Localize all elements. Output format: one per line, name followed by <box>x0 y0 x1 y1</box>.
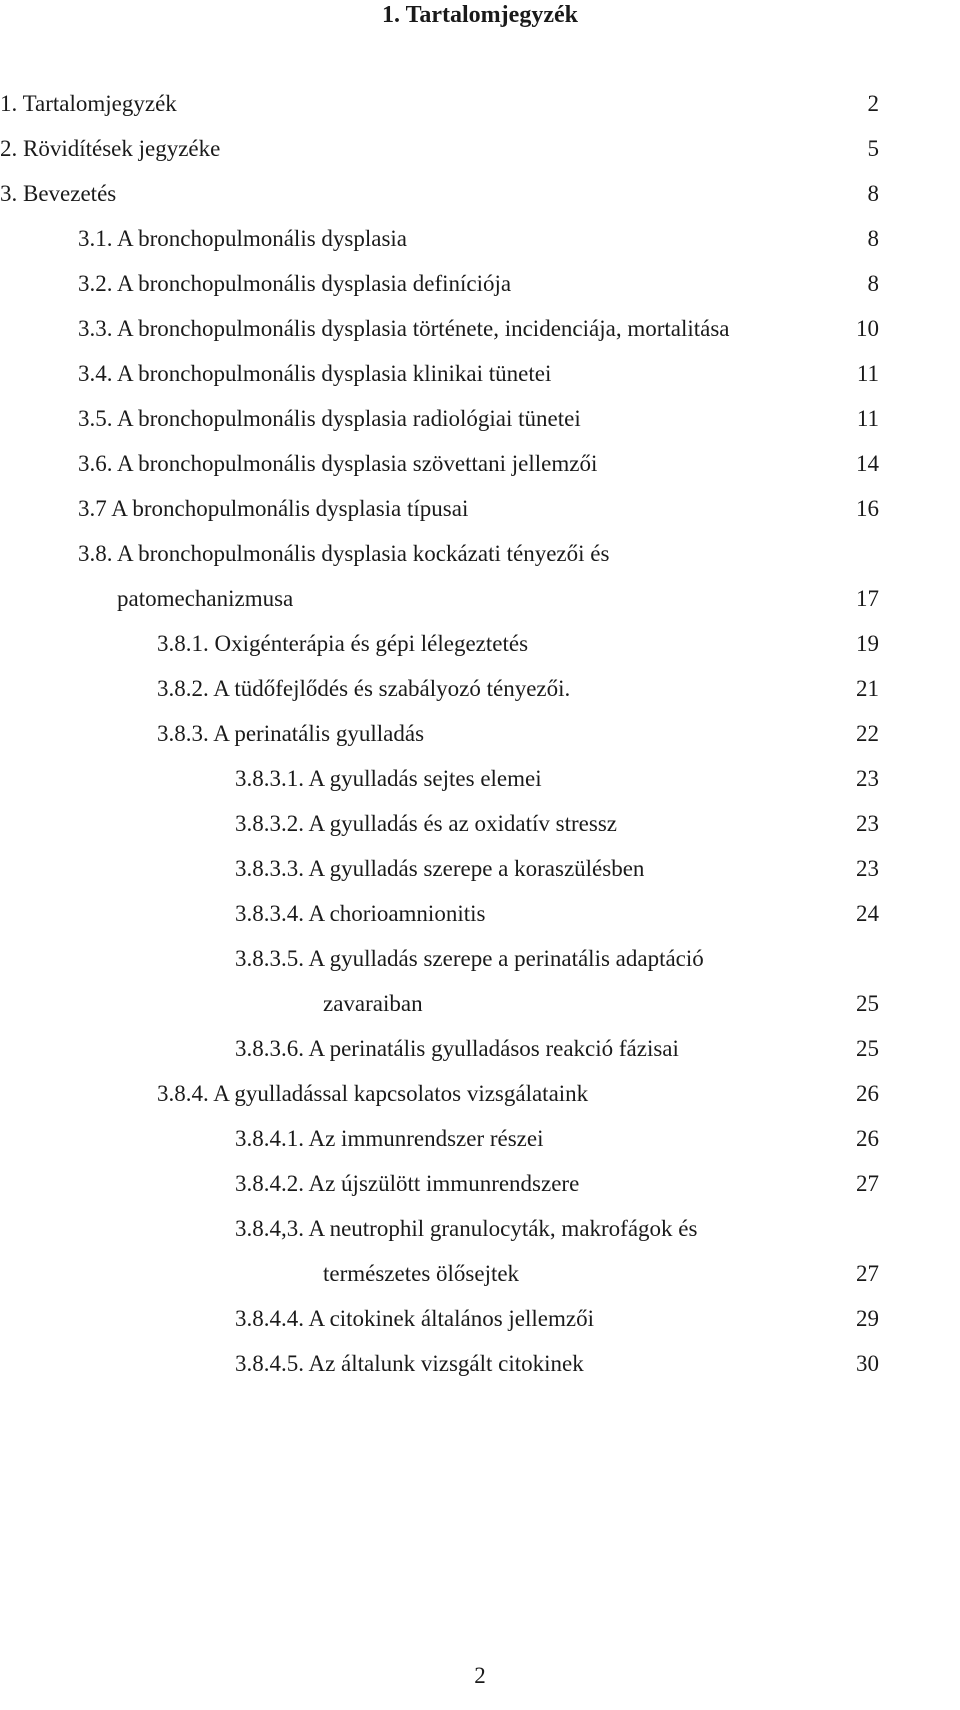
toc-entry-page: 25 <box>856 1036 879 1061</box>
toc-entry-label: 3.8.4.1. Az immunrendszer részei <box>235 1126 544 1151</box>
toc-entry-page: 14 <box>856 451 879 476</box>
toc-entry-continuation[interactable] <box>0 989 960 1019</box>
toc-entry[interactable] <box>0 269 960 299</box>
toc-entry[interactable] <box>0 1079 960 1109</box>
toc-entry-label: 3.8.3.2. A gyulladás és az oxidatív stressz <box>235 811 617 836</box>
toc-entry-label: 3.3. A bronchopulmonális dysplasia története, incidenciája, mortalitása <box>78 316 730 341</box>
toc-entry-label: 3.8.4.5. Az általunk vizsgált citokinek <box>235 1351 584 1376</box>
toc-entry[interactable] <box>0 359 960 389</box>
toc-entry-page: 25 <box>856 991 879 1016</box>
toc-entry-label: 1. Tartalomjegyzék <box>0 91 177 116</box>
toc-entry[interactable] <box>0 1304 960 1334</box>
toc-entry-label: zavaraiban <box>323 991 423 1016</box>
toc-entry-label: 3.8.4.4. A citokinek általános jellemzői <box>235 1306 594 1331</box>
toc-entry-label: 3.8.1. Oxigénterápia és gépi lélegeztetés <box>157 631 529 656</box>
toc-entry-continuation[interactable] <box>0 584 960 614</box>
toc-entry-page: 23 <box>856 811 879 836</box>
toc-entry-label: 3.8.3.1. A gyulladás sejtes elemei <box>235 766 542 791</box>
toc-entry-page: 24 <box>856 901 879 926</box>
toc-entry-label: 2. Rövidítések jegyzéke <box>0 136 221 161</box>
toc-entry-label: patomechanizmusa <box>117 586 294 611</box>
toc-entry[interactable] <box>0 134 960 164</box>
toc-entry-label: 3.8.3.6. A perinatális gyulladásos reakció fázisai <box>235 1036 679 1061</box>
toc-entry[interactable] <box>0 629 960 659</box>
toc-entry-label: 3.4. A bronchopulmonális dysplasia klinikai tünetei <box>78 361 552 386</box>
toc-entry[interactable] <box>0 449 960 479</box>
toc-entry-page: 17 <box>856 586 879 611</box>
toc-entry-page: 11 <box>856 361 879 386</box>
toc-entry-page: 26 <box>856 1126 879 1151</box>
toc-entry-label: 3.8.4. A gyulladással kapcsolatos vizsgálataink <box>157 1081 589 1106</box>
toc-entry[interactable] <box>0 1124 960 1154</box>
toc-entry-label: 3.8.3.5. A gyulladás szerepe a perinatális adaptáció <box>235 946 704 971</box>
toc-entry-page: 27 <box>856 1261 879 1286</box>
toc-entry[interactable] <box>0 719 960 749</box>
toc-entry[interactable] <box>0 89 960 119</box>
toc-entry-page: 23 <box>856 766 879 791</box>
toc-entry-page: 26 <box>856 1081 879 1106</box>
page-heading: 1. Tartalomjegyzék <box>382 2 578 28</box>
toc-entry[interactable] <box>0 494 960 524</box>
toc-entry[interactable] <box>0 314 960 344</box>
toc-entry-label: 3.1. A bronchopulmonális dysplasia <box>78 226 408 251</box>
toc-entry[interactable] <box>0 179 960 209</box>
toc-entry-page: 8 <box>867 226 879 251</box>
toc-entry[interactable] <box>0 1214 960 1244</box>
toc-entry[interactable] <box>0 944 960 974</box>
toc-entry-page: 21 <box>856 676 879 701</box>
toc-entry-page: 30 <box>856 1351 879 1376</box>
toc-entry[interactable] <box>0 224 960 254</box>
toc-entry-page: 2 <box>867 91 879 116</box>
toc-entry[interactable] <box>0 809 960 839</box>
toc-entry-continuation[interactable] <box>0 1259 960 1289</box>
toc-entry-label: 3.8. A bronchopulmonális dysplasia kockázati tényezői és <box>78 541 610 566</box>
toc-entry[interactable] <box>0 1034 960 1064</box>
toc-entry[interactable] <box>0 674 960 704</box>
toc-entry-label: 3.8.3.3. A gyulladás szerepe a koraszülésben <box>235 856 645 881</box>
toc-entry-label: 3.8.2. A tüdőfejlődés és szabályozó tényezői. <box>157 676 571 701</box>
toc-entry-page: 23 <box>856 856 879 881</box>
toc-entry[interactable] <box>0 1169 960 1199</box>
toc-entry-page: 22 <box>856 721 879 746</box>
toc-entry-page: 5 <box>867 136 879 161</box>
toc-entry-label: 3.6. A bronchopulmonális dysplasia szövettani jellemzői <box>78 451 598 476</box>
toc-entry[interactable] <box>0 854 960 884</box>
toc-entry-label: 3.8.3.4. A chorioamnionitis <box>235 901 486 926</box>
toc-entry-label: 3.8.3. A perinatális gyulladás <box>157 721 425 746</box>
toc-entry[interactable] <box>0 764 960 794</box>
toc-entry-page: 29 <box>856 1306 879 1331</box>
toc-entry-label: 3. Bevezetés <box>0 181 117 206</box>
toc-entry[interactable] <box>0 404 960 434</box>
toc-entry-label: természetes ölősejtek <box>323 1261 520 1286</box>
page-number: 2 <box>474 1663 486 1688</box>
toc-entry-page: 27 <box>856 1171 879 1196</box>
toc-entry-page: 8 <box>867 271 879 296</box>
toc-entry-label: 3.2. A bronchopulmonális dysplasia definíciója <box>78 271 512 296</box>
toc-entry-page: 16 <box>856 496 879 521</box>
toc-entry-page: 11 <box>856 406 879 431</box>
toc-entry-label: 3.7 A bronchopulmonális dysplasia típusai <box>78 496 469 521</box>
toc-entry-page: 19 <box>856 631 879 656</box>
toc-entry[interactable] <box>0 1349 960 1379</box>
toc-entry[interactable] <box>0 899 960 929</box>
toc-entry-label: 3.8.4.2. Az újszülött immunrendszere <box>235 1171 580 1196</box>
toc-entry[interactable] <box>0 539 960 569</box>
toc-entry-label: 3.8.4,3. A neutrophil granulocyták, makrofágok és <box>235 1216 698 1241</box>
toc-entry-label: 3.5. A bronchopulmonális dysplasia radiológiai tünetei <box>78 406 581 431</box>
toc-entry-page: 8 <box>867 181 879 206</box>
toc-entry-page: 10 <box>856 316 879 341</box>
